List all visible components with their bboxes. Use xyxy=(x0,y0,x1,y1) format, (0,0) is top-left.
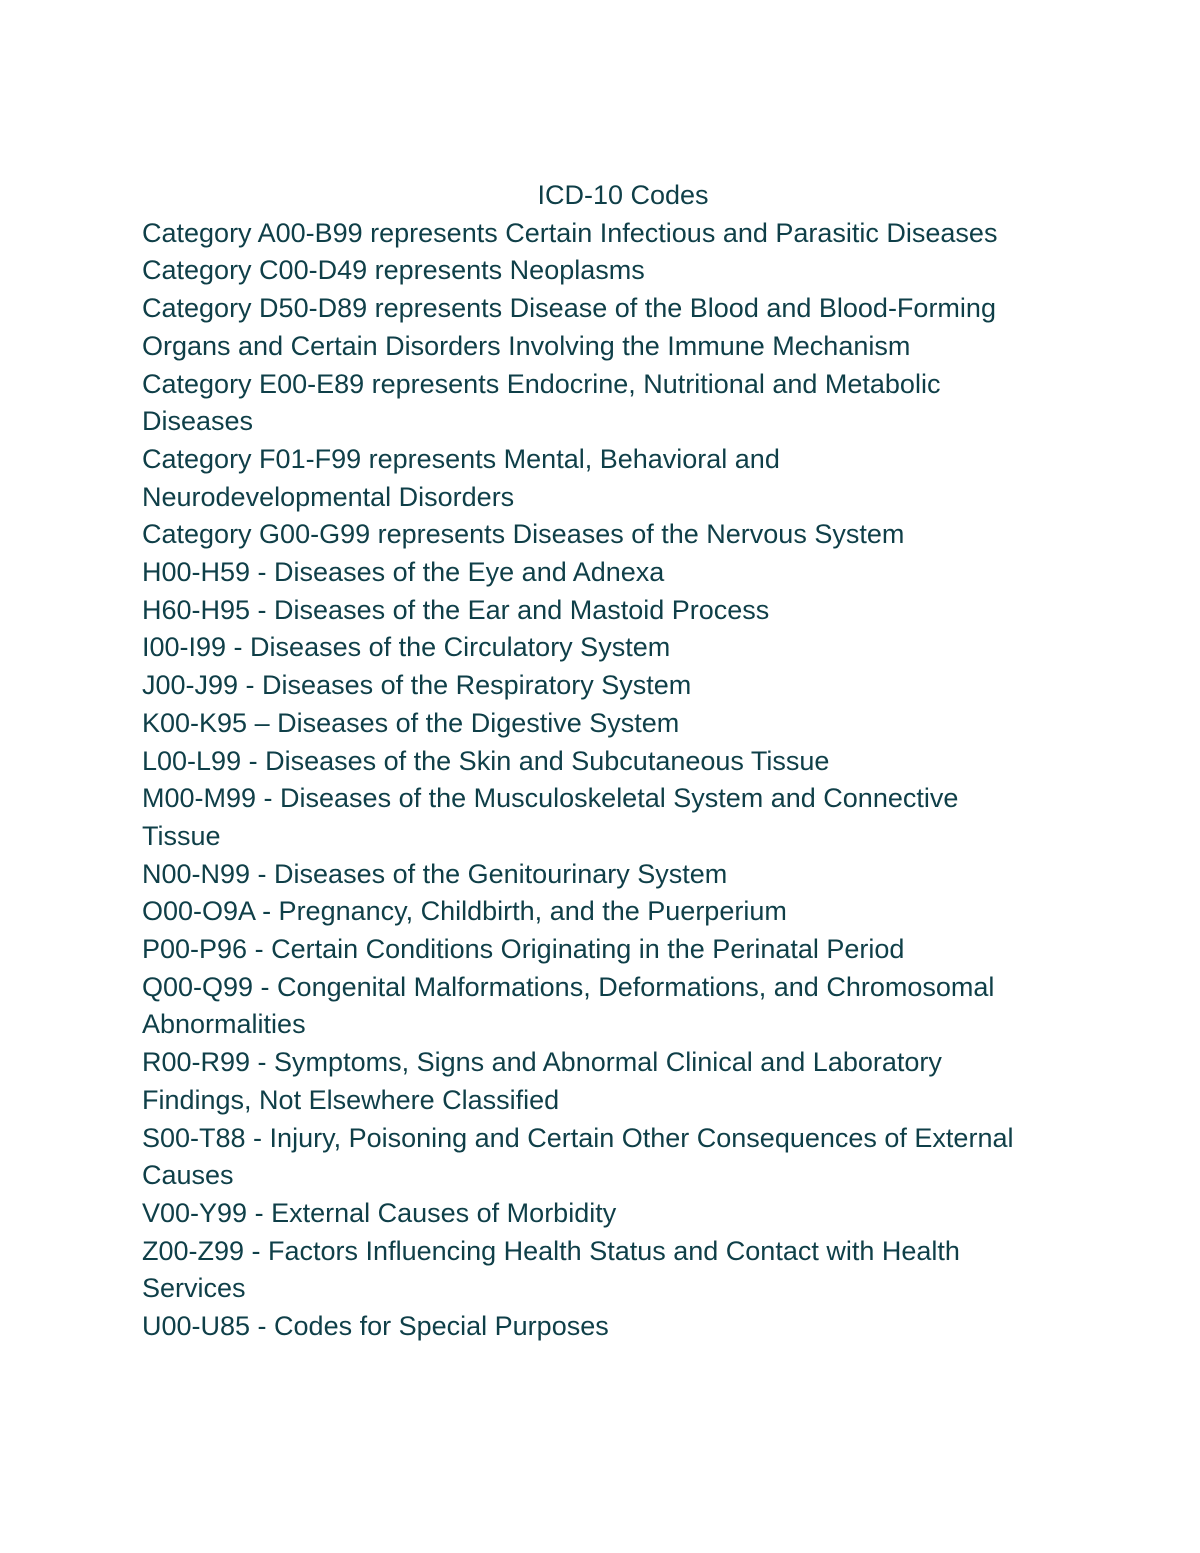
icd-category-entry xyxy=(142,931,1072,969)
icd-category-entry xyxy=(142,705,1072,743)
icd-category-entry xyxy=(142,516,1072,554)
icd-category-entry xyxy=(142,1195,1072,1233)
icd-entry-line: Abnormalities xyxy=(142,1009,306,1040)
icd-entry-line: Diseases xyxy=(142,406,254,437)
icd-category-entry xyxy=(142,1044,1072,1119)
icd-category-entry xyxy=(142,290,1072,365)
icd-entry-line: K00-K95 – Diseases of the Digestive System xyxy=(142,707,680,738)
icd-entry-line: Causes xyxy=(142,1160,234,1191)
icd-entry-line: Services xyxy=(142,1273,246,1304)
icd-entry-line: V00-Y99 - External Causes of Morbidity xyxy=(142,1197,617,1228)
icd-entry-line: Category F01-F99 represents Mental, Behavioral and xyxy=(142,443,780,474)
icd-entry-line: H60-H95 - Diseases of the Ear and Mastoid Process xyxy=(142,594,770,625)
icd-entry-line: S00-T88 - Injury, Poisoning and Certain Other Consequences of External xyxy=(142,1122,1014,1153)
icd-category-entry xyxy=(142,592,1072,630)
icd-entry-line: Category E00-E89 represents Endocrine, Nutritional and Metabolic xyxy=(142,368,941,399)
icd-entry-line: Tissue xyxy=(142,820,221,851)
icd-entry-line: R00-R99 - Symptoms, Signs and Abnormal Clinical and Laboratory xyxy=(142,1047,942,1078)
icd-category-entry xyxy=(142,893,1072,931)
document-title: ICD-10 Codes xyxy=(537,180,709,210)
icd-entry-line: U00-U85 - Codes for Special Purposes xyxy=(142,1311,609,1342)
icd-entry-line: Category D50-D89 represents Disease of the Blood and Blood-Forming xyxy=(142,293,996,324)
icd-category-entry xyxy=(142,780,1072,855)
document-body xyxy=(142,177,1072,1346)
icd-entry-line: L00-L99 - Diseases of the Skin and Subcutaneous Tissue xyxy=(142,745,830,776)
icd-category-entry xyxy=(142,366,1072,441)
icd-entry-line: N00-N99 - Diseases of the Genitourinary System xyxy=(142,858,728,889)
icd-entry-line: Neurodevelopmental Disorders xyxy=(142,481,515,512)
icd-entry-line: Findings, Not Elsewhere Classified xyxy=(142,1084,560,1115)
icd-entry-line: Z00-Z99 - Factors Influencing Health Status and Contact with Health xyxy=(142,1235,960,1266)
icd-entry-line: M00-M99 - Diseases of the Musculoskeletal System and Connective xyxy=(142,783,959,814)
icd-category-entry xyxy=(142,441,1072,516)
icd-category-entry xyxy=(142,1120,1072,1195)
icd-category-entry xyxy=(142,1233,1072,1308)
icd-entry-line: P00-P96 - Certain Conditions Originating in the Perinatal Period xyxy=(142,934,905,965)
icd-category-entry xyxy=(142,856,1072,894)
icd-category-entry xyxy=(142,1308,1072,1346)
icd-entry-line: O00-O9A - Pregnancy, Childbirth, and the Puerperium xyxy=(142,896,787,927)
icd-entry-line: Category C00-D49 represents Neoplasms xyxy=(142,255,645,286)
icd-category-entry xyxy=(142,629,1072,667)
icd-entry-line: I00-I99 - Diseases of the Circulatory System xyxy=(142,632,671,663)
icd-category-entry xyxy=(142,554,1072,592)
icd-category-entry xyxy=(142,969,1072,1044)
icd-category-entry xyxy=(142,743,1072,781)
icd-entry-line: Category G00-G99 represents Diseases of the Nervous System xyxy=(142,519,905,550)
icd-entry-line: H00-H59 - Diseases of the Eye and Adnexa xyxy=(142,557,665,588)
icd-category-entry xyxy=(142,215,1072,253)
icd-category-list xyxy=(142,215,1072,1346)
icd-entry-line: Q00-Q99 - Congenital Malformations, Deformations, and Chromosomal xyxy=(142,971,995,1002)
icd-category-entry xyxy=(142,252,1072,290)
icd-category-entry xyxy=(142,667,1072,705)
icd-entry-line: J00-J99 - Diseases of the Respiratory System xyxy=(142,670,692,701)
icd-entry-line: Category A00-B99 represents Certain Infectious and Parasitic Diseases xyxy=(142,217,998,248)
icd-entry-line: Organs and Certain Disorders Involving the Immune Mechanism xyxy=(142,330,911,361)
